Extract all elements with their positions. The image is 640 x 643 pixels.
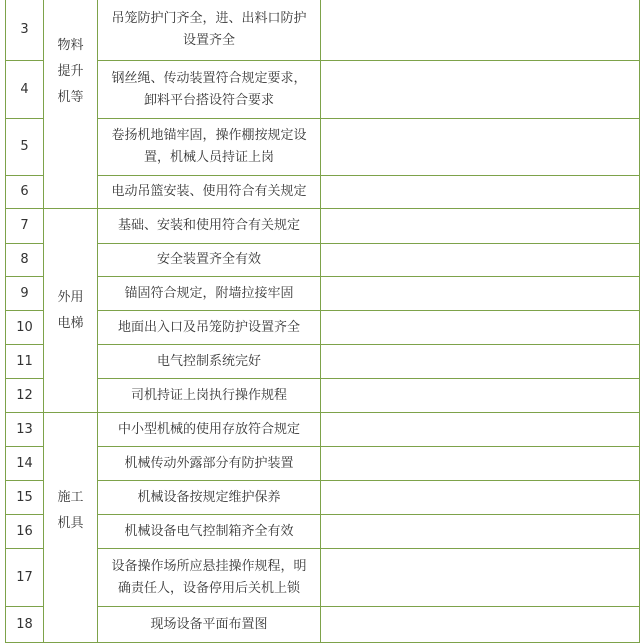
item-cell xyxy=(98,61,321,119)
table-row xyxy=(6,209,640,244)
row-number: 12 xyxy=(6,379,44,413)
result-cell xyxy=(321,413,640,447)
item-text: 中小型机械的使用存放符合规定 xyxy=(117,421,300,437)
item-text: 司机持证上岗执行操作规程 xyxy=(130,387,287,403)
result-cell xyxy=(321,311,640,345)
result-cell xyxy=(321,176,640,209)
item-text: 卷扬机地锚牢固，操作棚按规定设置，机械人员持证上岗 xyxy=(111,128,307,165)
table-row xyxy=(6,515,640,549)
result-cell xyxy=(321,0,640,61)
row-number: 10 xyxy=(6,311,44,345)
inspection-table xyxy=(5,0,640,643)
table-row xyxy=(6,481,640,515)
category-label: 物料提升机等 xyxy=(57,38,84,105)
result-cell xyxy=(321,119,640,176)
category-cell xyxy=(44,0,98,209)
table-row xyxy=(6,447,640,481)
result-cell xyxy=(321,481,640,515)
row-number: 6 xyxy=(6,176,44,209)
item-text: 机械设备电气控制箱齐全有效 xyxy=(124,523,294,539)
table-row xyxy=(6,549,640,607)
row-number: 8 xyxy=(6,244,44,277)
item-cell xyxy=(98,345,321,379)
row-number: 5 xyxy=(6,119,44,176)
result-cell xyxy=(321,549,640,607)
result-cell xyxy=(321,607,640,643)
result-cell xyxy=(321,61,640,119)
table-row xyxy=(6,244,640,277)
item-cell xyxy=(98,311,321,345)
table-row xyxy=(6,379,640,413)
table-row xyxy=(6,311,640,345)
item-text: 设备操作场所应悬挂操作规程，明确责任人，设备停用后关机上锁 xyxy=(111,558,307,596)
table-row xyxy=(6,413,640,447)
row-number: 9 xyxy=(6,277,44,311)
item-text: 机械传动外露部分有防护装置 xyxy=(124,455,294,471)
item-text: 地面出入口及吊笼防护设置齐全 xyxy=(117,319,300,335)
item-text: 现场设备平面布置图 xyxy=(150,616,268,632)
item-cell xyxy=(98,379,321,413)
row-number: 11 xyxy=(6,345,44,379)
table-row xyxy=(6,277,640,311)
item-text: 锚固符合规定，附墙拉接牢固 xyxy=(124,285,294,301)
item-cell xyxy=(98,549,321,607)
item-cell xyxy=(98,244,321,277)
row-number: 14 xyxy=(6,447,44,481)
item-text: 钢丝绳、传动装置符合规定要求，卸料平台搭设符合要求 xyxy=(111,70,307,108)
row-number: 4 xyxy=(6,61,44,119)
result-cell xyxy=(321,515,640,549)
category-cell xyxy=(44,209,98,413)
row-number: 15 xyxy=(6,481,44,515)
item-cell xyxy=(98,277,321,311)
item-cell xyxy=(98,607,321,643)
result-cell xyxy=(321,345,640,379)
result-cell xyxy=(321,447,640,481)
row-number: 3 xyxy=(6,0,44,61)
result-cell xyxy=(321,277,640,311)
item-cell xyxy=(98,447,321,481)
category-cell xyxy=(44,413,98,643)
result-cell xyxy=(321,209,640,244)
item-text: 吊笼防护门齐全，进、出料口防护设置齐全 xyxy=(111,10,307,48)
row-number: 13 xyxy=(6,413,44,447)
result-cell xyxy=(321,244,640,277)
item-cell xyxy=(98,209,321,244)
item-cell xyxy=(98,481,321,515)
item-text: 机械设备按规定维护保养 xyxy=(137,489,281,505)
item-cell xyxy=(98,515,321,549)
item-cell xyxy=(98,176,321,209)
row-number: 18 xyxy=(6,607,44,643)
table-row xyxy=(6,607,640,643)
row-number: 16 xyxy=(6,515,44,549)
item-cell xyxy=(98,0,321,61)
result-cell xyxy=(321,379,640,413)
table-row xyxy=(6,345,640,379)
row-number: 7 xyxy=(6,209,44,244)
category-label: 施工机具 xyxy=(57,490,84,531)
item-cell xyxy=(98,119,321,176)
item-cell xyxy=(98,413,321,447)
table-row xyxy=(6,176,640,209)
item-text: 电动吊篮安装、使用符合有关规定 xyxy=(111,184,307,199)
row-number: 17 xyxy=(6,549,44,607)
table-row xyxy=(6,0,640,61)
item-text: 电气控制系统完好 xyxy=(156,353,261,369)
item-text: 基础、安装和使用符合有关规定 xyxy=(117,218,300,233)
table-row xyxy=(6,119,640,176)
item-text: 安全装置齐全有效 xyxy=(156,252,261,267)
table-row xyxy=(6,61,640,119)
category-label: 外用电梯 xyxy=(57,289,84,331)
